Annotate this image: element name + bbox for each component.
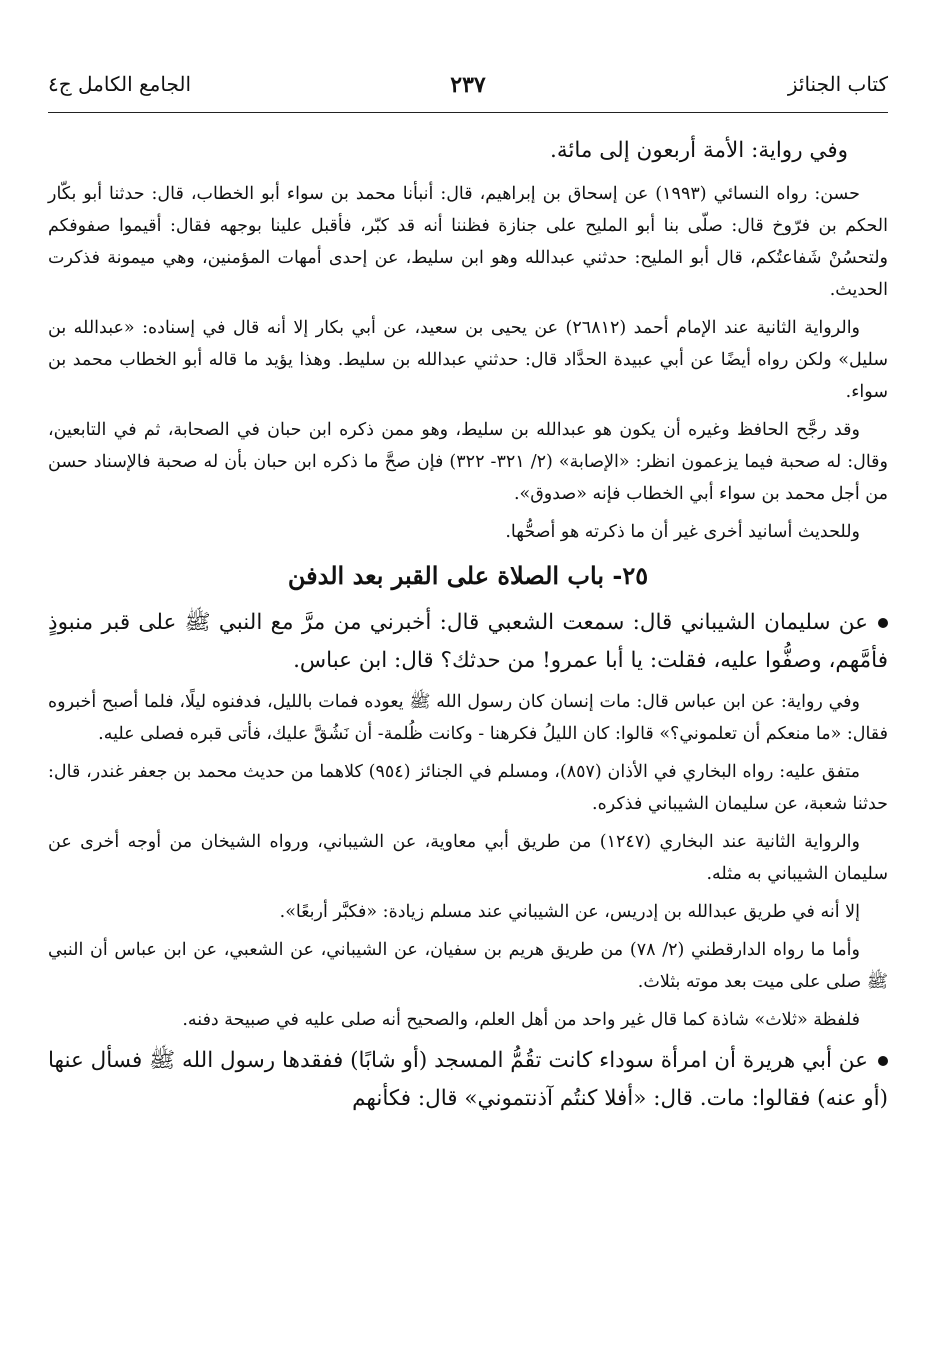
header-rule bbox=[48, 112, 888, 113]
takhrij-paragraph: إلا أنه في طريق عبدالله بن إدريس، عن الشيباني عند مسلم زيادة: «فكبَّر أربعًا». bbox=[279, 902, 860, 922]
takhrij-paragraph: حسن: رواه النسائي (١٩٩٣) عن إسحاق بن إبراهيم، قال: أنبأنا محمد بن سواء أبو الخطاب، قال: حدثنا أبو بكّار الحكم بن فرّوخ قال: صلّى بنا أبو المليح على جنازة فظننا أنه قد كبّر، فأقبل علينا بوجهه فقال: أقيموا صفوفكم ولتحسُنْ شَفاعتُكم، قال أبو المليح: حدثني عبدالله وهو ابن سليط، عن إحدى أمهات المؤمنين، وهي ميمونة فذكرت الحديث. bbox=[48, 184, 888, 300]
takhrij-paragraph: وأما ما رواه الدارقطني (٢/ ٧٨) من طريق هريم بن سفيان، عن الشيباني، عن الشعبي، عن ابن عباس أن النبي ﷺ صلى على ميت بعد موته بثلاث. bbox=[48, 940, 888, 992]
takhrij-paragraph: وفي رواية: عن ابن عباس قال: مات إنسان كان رسول الله ﷺ يعوده فمات بالليل، فدفنوه ليلًا، فلما أصبح أخبروه فقال: «ما منعكم أن تعلموني؟» قالوا: كان الليلُ فكرهنا - وكانت ظُلمة- أن نَشُقَّ عليك، فأتى قبره فصلى عليه. bbox=[48, 692, 888, 744]
takhrij-paragraph: متفق عليه: رواه البخاري في الأذان (٨٥٧)، ومسلم في الجنائز (٩٥٤) كلاهما من حديث محمد بن جعفر غندر، قال: حدثنا شعبة، عن سليمان الشيباني فذكره. bbox=[48, 762, 888, 814]
hadith-body: عن سليمان الشيباني قال: سمعت الشعبي قال: أخبرني من مرَّ مع النبي ﷺ على قبر منبوذٍ فأمَّهم، وصفُّوا عليه، فقلت: يا أبا عمرو! من حدثك؟ قال: ابن عباس. bbox=[48, 610, 888, 673]
takhrij-paragraph: وللحديث أسانيد أخرى غير أن ما ذكرته هو أصحُّها. bbox=[505, 522, 860, 542]
narration-variant: وفي رواية: الأمة أربعون إلى مائة. bbox=[550, 138, 848, 163]
bullet-icon bbox=[878, 1056, 888, 1066]
book-page bbox=[48, 40, 888, 1350]
hadith-text bbox=[48, 604, 888, 680]
header-book-title: الجامع الكامل ج٤ bbox=[48, 72, 192, 96]
hadith-body: عن أبي هريرة أن امرأة سوداء كانت تقُمُّ المسجد (أو شابًا) ففقدها رسول الله ﷺ فسأل عنها (أو عنه) فقالوا: مات. قال: «أفلا كنتُم آذنتموني» قال: فكأنهم bbox=[48, 1048, 888, 1111]
takhrij-paragraph: والرواية الثانية عند البخاري (١٢٤٧) من طريق أبي معاوية، عن الشيباني، ورواه الشيخان من أوجه أخرى عن سليمان الشيباني به مثله. bbox=[48, 832, 888, 884]
takhrij-paragraph: وقد رجَّح الحافظ وغيره أن يكون هو عبدالله بن سليط، وهو ممن ذكره ابن حبان في الصحابة، ثم في التابعين، وقال: له صحبة فيما يزعمون انظر: «الإصابة» (٢/ ٣٢١- ٣٢٢) فإن صحَّ ما ذكره ابن حبان بأن له صحبة فالإسناد حسن من أجل محمد بن سواء أبي الخطاب فإنه «صدوق». bbox=[48, 420, 888, 504]
header-chapter-title: كتاب الجنائز bbox=[787, 72, 888, 96]
bullet-icon bbox=[878, 618, 888, 628]
page-number: ٢٣٧ bbox=[450, 72, 486, 98]
page-content bbox=[48, 132, 888, 1124]
takhrij-paragraph: فلفظة «ثلاث» شاذة كما قال غير واحد من أهل العلم، والصحيح أنه صلى عليه في صبيحة دفنه. bbox=[182, 1010, 860, 1030]
chapter-heading: ٢٥- باب الصلاة على القبر بعد الدفن bbox=[287, 561, 649, 590]
running-header bbox=[48, 40, 888, 98]
hadith-text bbox=[48, 1042, 888, 1118]
takhrij-paragraph: والرواية الثانية عند الإمام أحمد (٢٦٨١٢) عن يحيى بن سعيد، عن أبي بكار إلا أنه قال في إسناده: «عبدالله بن سليل» ولكن رواه أيضًا عن أبي عبيدة الحدَّاد قال: حدثني عبدالله بن سليط. وهذا يؤيد ما قاله أبو الخطاب محمد بن سواء. bbox=[48, 318, 888, 402]
